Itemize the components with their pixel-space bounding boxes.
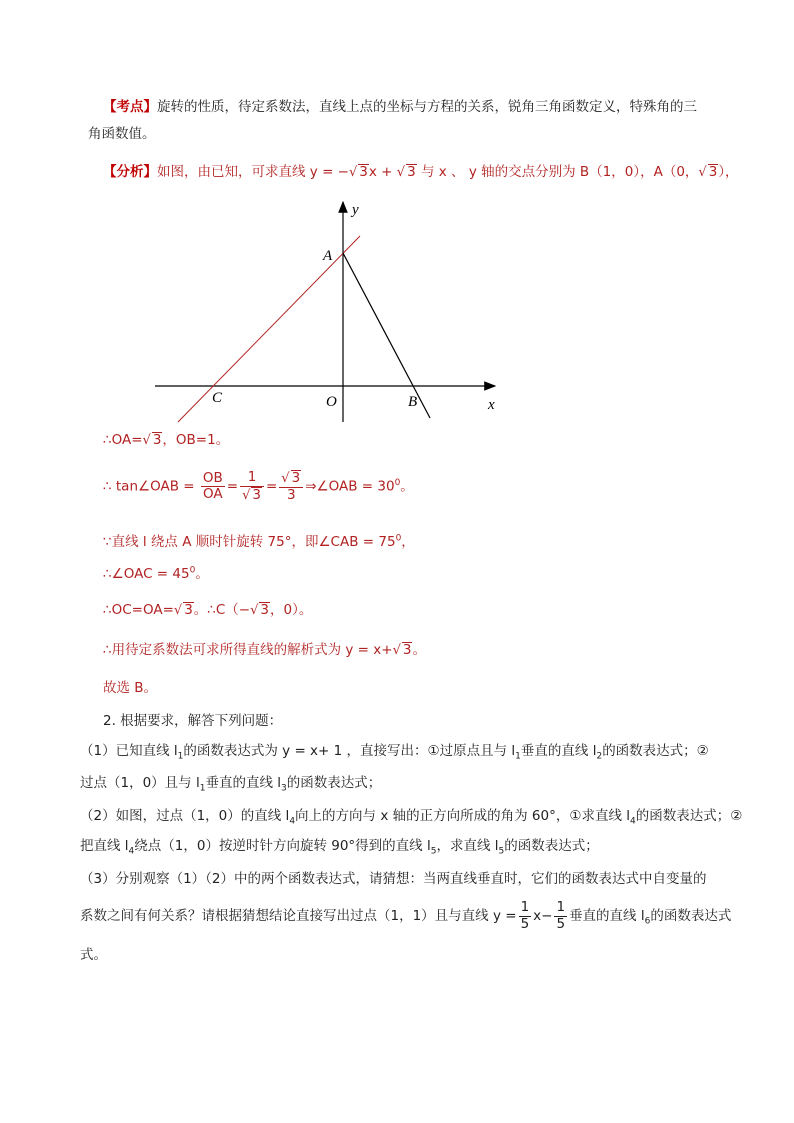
sqrt-sign: √ (396, 165, 406, 180)
q2-text: x− (533, 908, 553, 925)
q2-text: 向上的方向与 x 轴的正方向所成的角为 60°，①求直线 l (295, 808, 630, 824)
q2-text: 垂直的直线 l (569, 908, 645, 925)
step-5-c: ，0）。 (270, 602, 313, 618)
q2-text: 的函数表达式；② (635, 808, 743, 824)
label-y: y (352, 202, 359, 218)
step-3-a: ∵直线 l 绕点 A 顺时针旋转 75°，即∠CAB = 75 (103, 534, 396, 550)
fraction-numerator: OB (202, 469, 223, 486)
subscript: 5 (498, 846, 505, 857)
step-3 (103, 530, 415, 550)
label-b: B (408, 394, 418, 410)
question-2-title: 2. 根据要求，解答下列问题： (103, 713, 283, 729)
step-6-a: ∴用待定系数法可求所得直线的解析式为 y = x+ (103, 642, 393, 658)
q2-text: 系数之间有何关系？请根据猜想结论直接写出过点（1，1）且与直线 y = (80, 908, 517, 925)
step-4-b: 。 (195, 566, 209, 582)
fraction-numerator: 1 (240, 470, 264, 487)
sqrt-sign: √ (281, 471, 290, 486)
kaodian-line-1 (103, 95, 697, 115)
sqrt-radicand: 3 (184, 602, 193, 618)
subscript: 4 (128, 846, 135, 857)
fraction-denominator: 5 (556, 915, 566, 932)
question-2-part-3-line-3: 式。 (80, 947, 107, 963)
fraction-1-sqrt3 (240, 470, 264, 503)
sqrt-radicand: 3 (260, 602, 269, 618)
fraction-denominator: OA (203, 486, 223, 503)
degree-zero: 0 (395, 533, 402, 544)
q2-text: 的函数表达式； (286, 775, 382, 791)
fraction-denominator: 5 (520, 915, 530, 932)
step-4 (103, 562, 209, 582)
sqrt-sign: √ (173, 603, 183, 618)
step-5-a: ∴OC=OA= (103, 602, 174, 618)
question-2-part-3-line-2 (80, 900, 731, 932)
coordinate-graph (140, 196, 510, 428)
subscript: 5 (430, 846, 437, 857)
q2-text: 垂直的直线 l (205, 775, 282, 791)
sqrt-radicand: 3 (359, 164, 368, 180)
sqrt-radicand: 3 (407, 164, 416, 180)
fraction-one-fifth (554, 900, 567, 932)
fraction-denominator: 3 (286, 486, 296, 503)
step-1-a: ∴OA= (103, 432, 143, 448)
subscript: 2 (596, 751, 603, 762)
sqrt-sign: √ (142, 433, 151, 448)
step-2-b: ⇒∠OAB = 30 (305, 478, 395, 495)
label-c: C (212, 390, 223, 406)
kaodian-tag: 【考点】 (103, 99, 157, 115)
fraction-one-fifth (519, 900, 532, 932)
step-2 (103, 470, 414, 503)
kaodian-line-2: 角函数值。 (88, 126, 156, 142)
fraction-ob-oa (201, 471, 225, 503)
equals-sign: = (265, 478, 278, 495)
fenxi-line (103, 160, 739, 180)
step-2-a: ∴ tan∠OAB = (103, 478, 195, 495)
sqrt-sign: √ (250, 603, 259, 618)
sqrt-sign: √ (698, 165, 707, 180)
sqrt-radicand: 3 (708, 164, 718, 180)
sqrt-sign: √ (349, 165, 358, 180)
question-2-part-2-line-1 (80, 804, 742, 827)
question-2-part-1-line-2 (80, 771, 381, 794)
q2-text: 的函数表达式；② (602, 743, 709, 759)
fraction-numerator: 1 (556, 899, 566, 915)
fenxi-text-2: x + (368, 164, 397, 180)
equals-sign: = (226, 478, 239, 495)
step-6 (103, 638, 426, 658)
q2-text: 的函数表达式为 y = x+ 1 ，直接写出：①过原点且与 l (183, 743, 516, 759)
sqrt-sign: √ (242, 487, 251, 503)
fraction-numerator: 1 (520, 899, 530, 915)
fraction-denominator (240, 487, 264, 504)
subscript: 1 (177, 751, 184, 762)
q2-text: 的函数表达式 (650, 908, 732, 925)
degree-zero: 0 (189, 565, 196, 576)
step-7: 故选 B。 (103, 680, 158, 696)
subscript: 3 (281, 783, 287, 794)
step-4-a: ∴∠OAC = 45 (103, 566, 190, 582)
question-2-part-2-line-2 (80, 834, 599, 857)
step-5-b: 。∴C（− (193, 602, 251, 618)
sqrt-sign: √ (392, 643, 401, 658)
step-1-b: ，OB=1。 (162, 432, 230, 448)
q2-text: 把直线 l (80, 838, 129, 854)
q2-text: 过点（1，0）且与 l (80, 775, 200, 791)
q2-text: 的函数表达式； (504, 838, 599, 854)
fraction-numerator (279, 470, 303, 488)
sqrt-radicand: 3 (152, 432, 162, 448)
sqrt-radicand: 3 (252, 486, 261, 503)
degree-zero: 0 (394, 478, 401, 489)
label-a: A (323, 248, 333, 264)
fraction-sqrt3-3 (279, 470, 303, 503)
q2-text: （1）已知直线 l (80, 743, 178, 759)
fenxi-tag: 【分析】 (103, 164, 157, 180)
question-2-part-3-line-1: （3）分别观察（1）（2）中的两个函数表达式，请猜想：当两直线垂直时，它们的函数表达式中自变量的 (80, 871, 707, 887)
q2-text: 垂直的直线 l (520, 743, 597, 759)
q2-text: （2）如图，过点（1，0）的直线 l (80, 808, 290, 824)
label-x: x (488, 397, 495, 413)
fenxi-text-3: 与 x 、 y 轴的交点分别为 B（1，0），A（0， (416, 164, 699, 180)
question-2-part-1-line-1 (80, 739, 709, 762)
sqrt-radicand: 3 (402, 642, 412, 658)
step-6-b: 。 (412, 642, 426, 658)
label-o: O (326, 394, 337, 410)
step-3-b: ， (401, 534, 415, 550)
subscript: 6 (644, 916, 651, 927)
subscript: 4 (629, 816, 636, 827)
q2-text: 绕点（1，0）按逆时针方向旋转 90°得到的直线 l (134, 838, 431, 854)
subscript: 4 (289, 816, 296, 827)
step-5 (103, 598, 312, 618)
fenxi-text-1: 如图，由已知，可求直线 y = − (157, 164, 349, 180)
step-2-c: 。 (400, 478, 414, 495)
kaodian-text-1: 旋转的性质，待定系数法，直线上点的坐标与方程的关系，锐角三角函数定义，特殊角的三 (157, 99, 697, 115)
step-1 (103, 428, 229, 448)
sqrt-radicand: 3 (291, 470, 301, 486)
q2-text: ，求直线 l (436, 838, 499, 854)
fenxi-text-4: ）， (718, 164, 739, 180)
subscript: 1 (199, 783, 206, 794)
subscript: 1 (515, 751, 521, 762)
